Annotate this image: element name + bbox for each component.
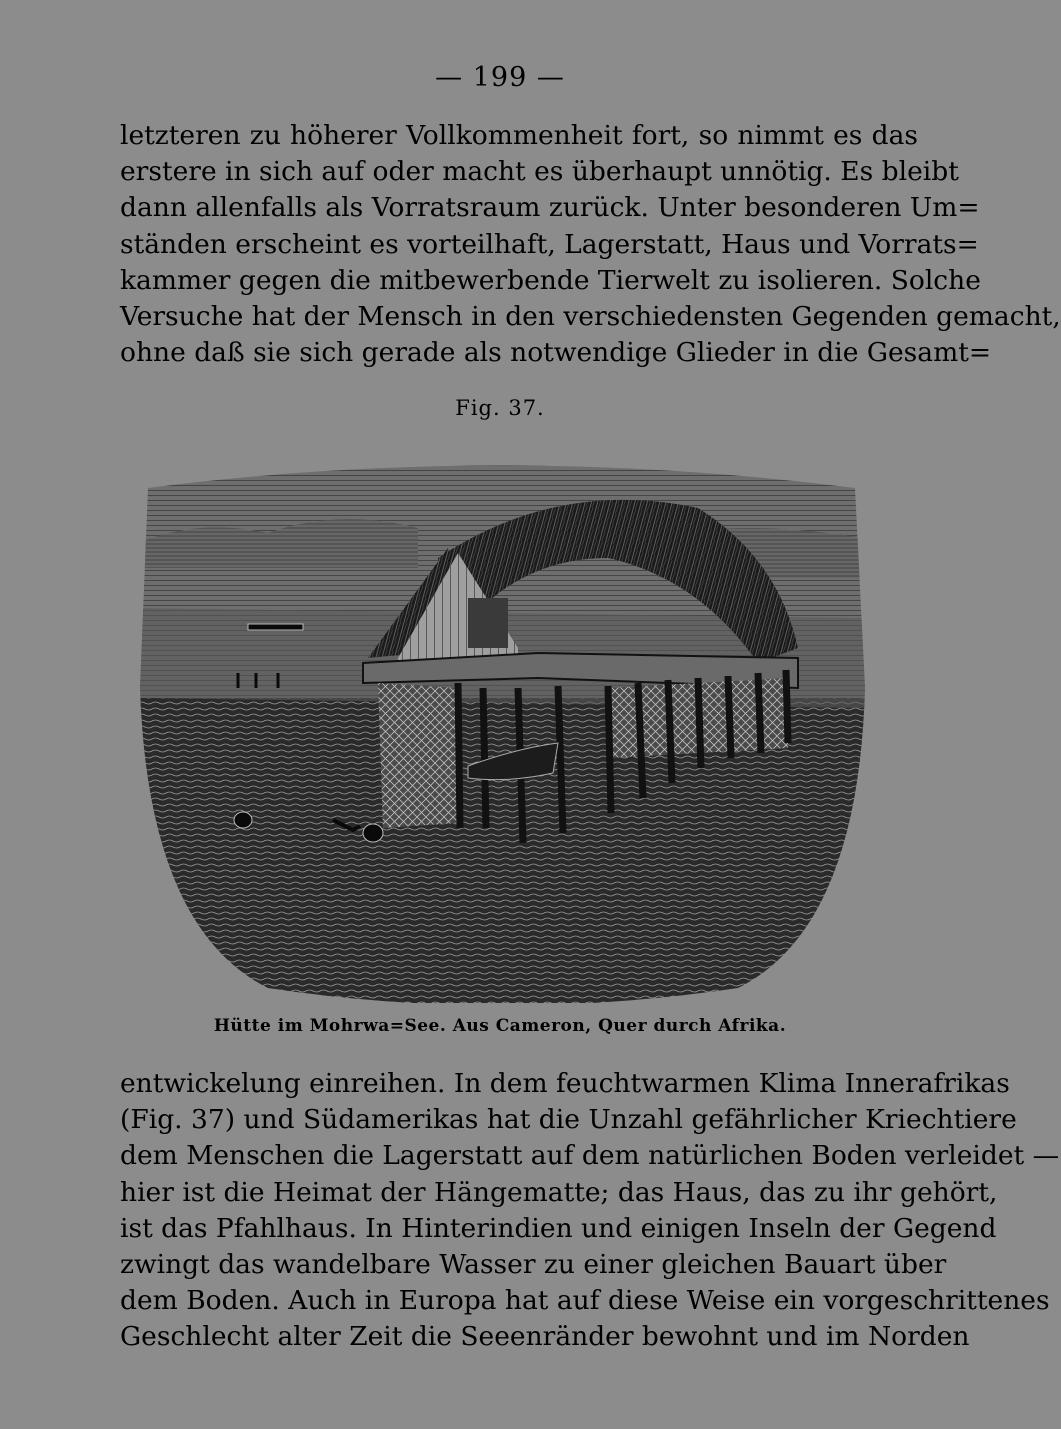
text-line: hier ist die Heimat der Hängematte; das Haus, das zu ihr gehört,: [120, 1176, 998, 1208]
text-line: dann allenfalls als Vorratsraum zurück. Unter besonderen Um=: [120, 192, 980, 224]
text-line: dem Boden. Auch in Europa hat auf diese Weise ein vorgeschrittenes: [120, 1285, 1050, 1317]
text-line: Versuche hat der Mensch in den verschiedensten Gegenden gemacht,: [120, 300, 1061, 332]
paragraph-top: [120, 118, 1061, 371]
text-line: kammer gegen die mitbewerbende Tierwelt zu isolieren. Solche: [120, 264, 981, 296]
text-line: ständen erscheint es vorteilhaft, Lagerstatt, Haus und Vorrats=: [120, 228, 979, 260]
text-line: entwickelung einreihen. In dem feuchtwarmen Klima Innerafrikas: [120, 1068, 1010, 1099]
text-line: Geschlecht alter Zeit die Seeenränder bewohnt und im Norden: [120, 1321, 970, 1353]
text-line: ohne daß sie sich gerade als notwendige Glieder in die Gesamt=: [120, 337, 992, 369]
page-number: — 199 —: [435, 62, 565, 93]
figure-label: Fig. 37.: [455, 396, 545, 420]
text-line: dem Menschen die Lagerstatt auf dem natürlichen Boden verleidet —: [120, 1140, 1060, 1172]
figure-caption: Hütte im Mohrwa=See. Aus Cameron, Quer durch Afrika.: [213, 1016, 787, 1036]
text-line: zwingt das wandelbare Wasser zu einer gleichen Bauart über: [120, 1248, 947, 1280]
paragraph-bottom: [120, 1066, 1060, 1356]
stilt-hut-illustration: [138, 448, 865, 1003]
text-line: ist das Pfahlhaus. In Hinterindien und einigen Inseln der Gegend: [120, 1212, 997, 1244]
text-line: erstere in sich auf oder macht es überhaupt unnötig. Es bleibt: [120, 156, 959, 188]
text-line: letzteren zu höherer Vollkommenheit fort, so nimmt es das: [120, 120, 918, 151]
text-line: (Fig. 37) und Südamerikas hat die Unzahl gefährlicher Kriechtiere: [120, 1104, 1017, 1136]
